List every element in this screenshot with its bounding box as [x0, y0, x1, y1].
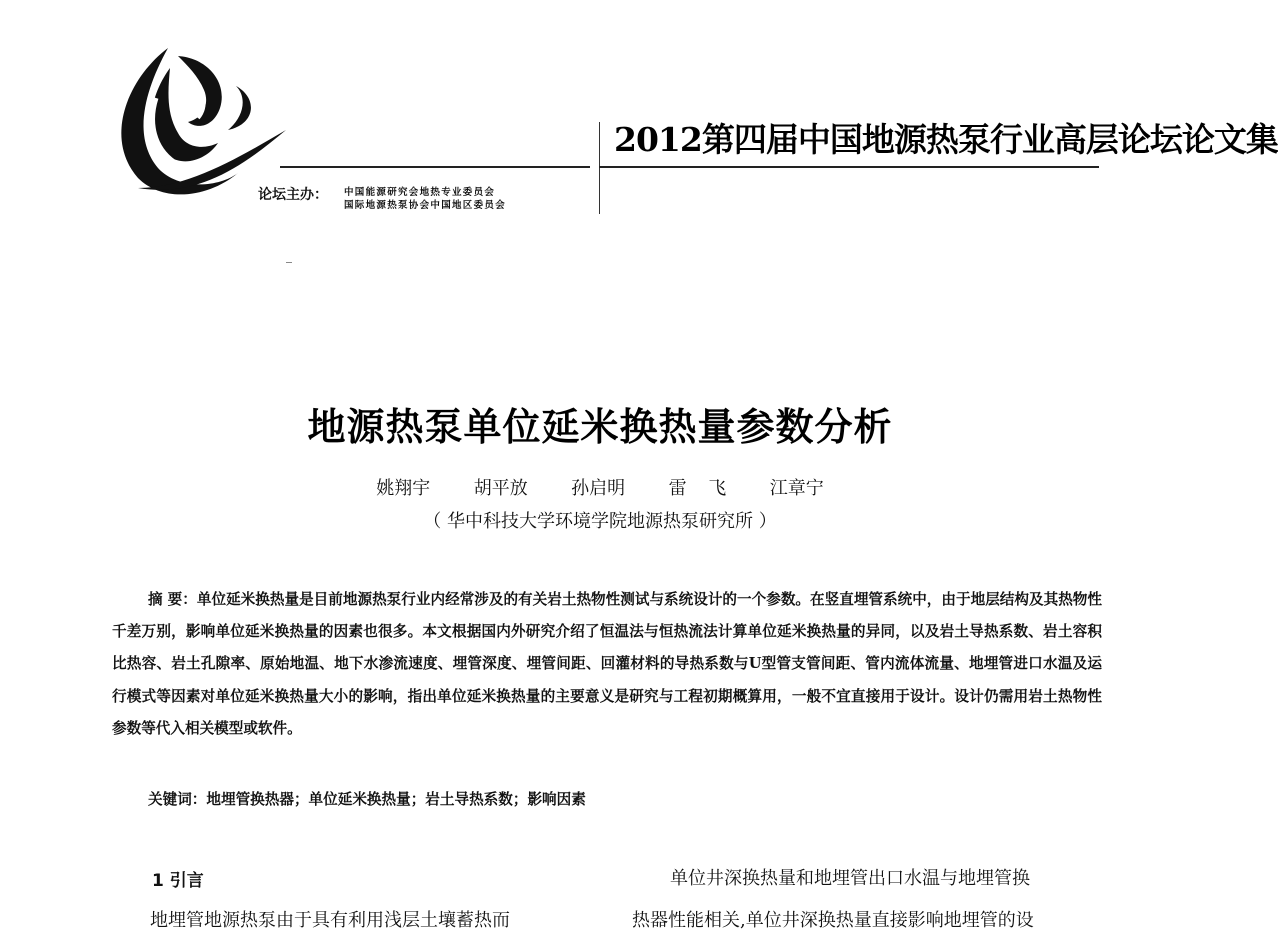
paper-affiliation: （ 华中科技大学环境学院地源热泵研究所 ）	[423, 511, 777, 532]
abstract-label: 摘 要：	[148, 591, 197, 608]
flame-logo-icon	[108, 38, 288, 206]
host-label: 论坛主办：	[258, 187, 328, 203]
header-rule	[599, 166, 1099, 168]
header-vertical-divider	[599, 122, 600, 214]
keywords-label: 关键词：	[148, 791, 207, 808]
host-organization: 中国能源研究会地热专业委员会	[344, 187, 496, 198]
body-text-line: 单位井深换热量和地埋管出口水温与地埋管换	[670, 868, 1030, 889]
host-organization: 国际地源热泵协会中国地区委员会	[344, 200, 507, 211]
abstract	[112, 584, 1102, 745]
series-title: 2012第四届中国地源热泵行业高层论坛论文集	[614, 120, 1278, 159]
header-left-rule	[280, 166, 590, 168]
keywords	[148, 788, 1098, 809]
section-heading: 1 引言	[152, 871, 204, 891]
body-text-line: 地埋管地源热泵由于具有利用浅层土壤蓄热而	[150, 910, 510, 931]
divider	[286, 262, 292, 263]
abstract-text: 单位延米换热量是目前地源热泵行业内经常涉及的有关岩土热物性测试与系统设计的一个参数。在竖直埋管系统中，由于地层结构及其热物性千差万别，影响单位延米换热量的因素也很多。本文根据国内外研究介绍了恒温法与恒热流法计算单位延米换热量的异同，以及岩土导热系数、岩土容积比热容、岩土孔隙率、原始地温、地下水渗流速度、埋管深度、埋管间距、回灌材料的导热系数与U型管支管间距、管内流体流量、地埋管进口水温及运行模式等因素对单位延米换热量大小的影响，指出单位延米换热量的主要意义是研究与工程初期概算用，一般不宜直接用于设计。设计仍需用岩土热物性参数等代入相关模型或软件。	[112, 591, 1102, 737]
body-text-line: 热器性能相关,单位井深换热量直接影响地埋管的设	[632, 910, 1034, 931]
paper-title: 地源热泵单位延米换热量参数分析	[307, 404, 893, 449]
paper-authors: 姚翔宇 胡平放 孙启明 雷 飞 江章宁	[376, 478, 824, 499]
keywords-text: 地埋管换热器；单位延米换热量；岩土导热系数；影响因素	[206, 791, 586, 808]
